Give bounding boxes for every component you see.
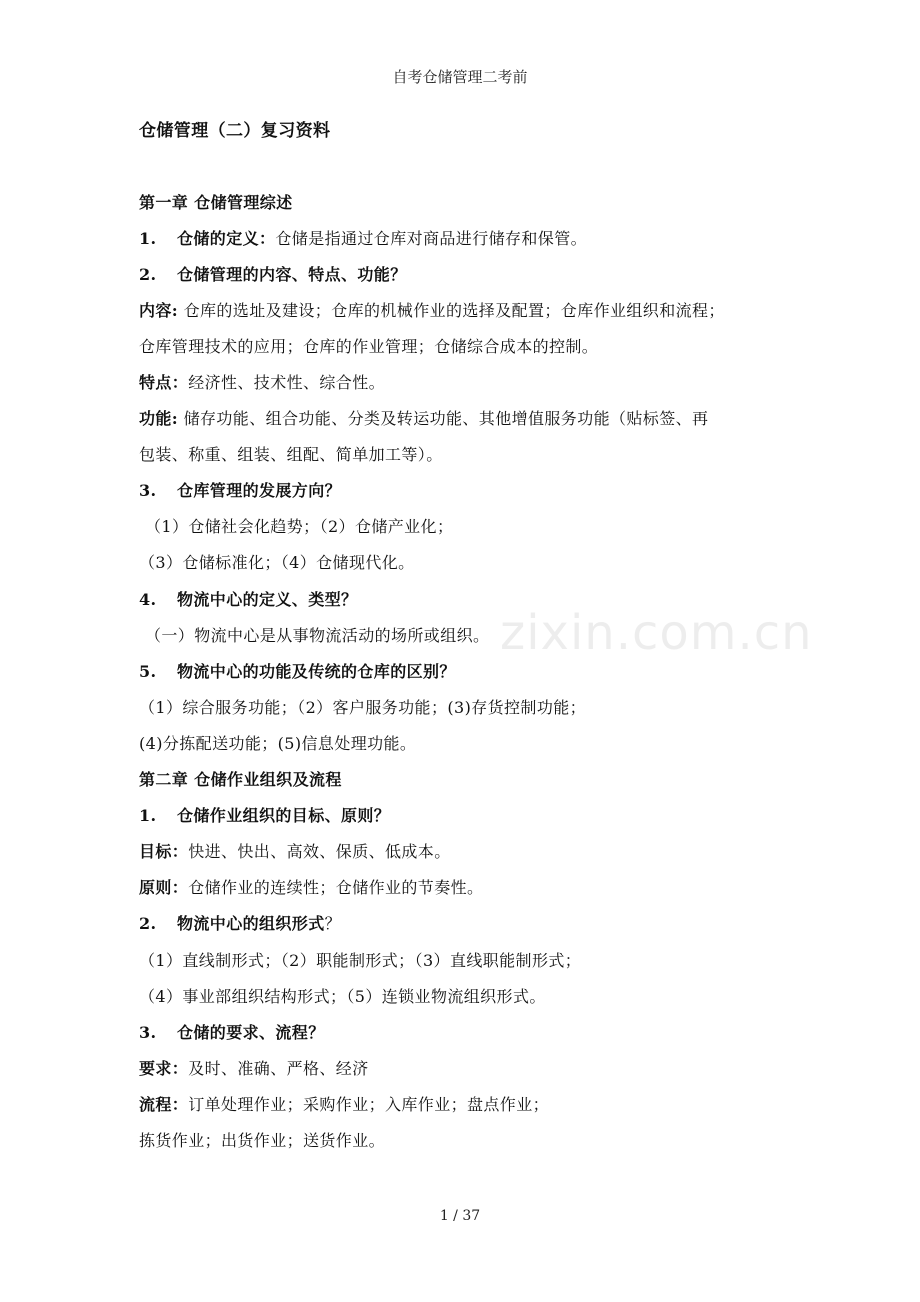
feature-text: 经济性、技术性、综合性。 (188, 373, 386, 392)
ch2-q2-tail: ？ (324, 914, 342, 933)
ch1-q4-answer: （一）物流中心是从事物流活动的场所或组织。 (145, 626, 490, 645)
ch1-q3-answer-2: （3）仓储标准化；（4）仓储现代化。 (139, 553, 415, 572)
ch1-q3-number: 3. (139, 481, 157, 500)
principle-label: 原则： (139, 878, 189, 897)
ch1-q2 (139, 264, 407, 286)
page-number: 1 / 37 (439, 1208, 481, 1224)
function-line-1 (139, 408, 708, 430)
ch1-q2-text: 仓储管理的内容、特点、功能？ (177, 265, 407, 284)
ch2-q1-text: 仓储作业组织的目标、原则？ (177, 806, 391, 825)
ch2-q2-number: 2. (139, 914, 157, 933)
requirement-line (139, 1058, 369, 1080)
requirement-text: 及时、准确、严格、经济 (188, 1059, 369, 1078)
goal-label: 目标： (139, 842, 189, 861)
ch2-q3-number: 3. (139, 1023, 157, 1042)
ch1-q5-answer-2: (4)分拣配送功能；(5)信息处理功能。 (139, 734, 417, 753)
feature-line (139, 372, 385, 394)
ch1-q1-number: 1. (139, 229, 157, 248)
ch2-q2-answer-2: （4）事业部组织结构形式；（5）连锁业物流组织形式。 (139, 987, 546, 1006)
principle-line (139, 877, 483, 899)
content-label: 内容: (139, 301, 179, 320)
watermark: zixin.com.cn (500, 605, 813, 661)
ch2-q3 (139, 1022, 325, 1044)
ch1-q1-label: 仓储的定义： (177, 229, 276, 248)
ch1-q3-answer-1: （1）仓储社会化趋势；（2）仓储产业化； (145, 517, 454, 536)
ch1-q4-text: 物流中心的定义、类型？ (177, 590, 358, 609)
ch1-q4 (139, 589, 357, 611)
ch2-q2 (139, 913, 341, 935)
ch1-q5 (139, 661, 456, 683)
ch2-q3-text: 仓储的要求、流程？ (177, 1023, 325, 1042)
ch2-q2-answer-1: （1）直线制形式；（2）职能制形式；（3）直线职能制形式； (139, 951, 582, 970)
requirement-label: 要求： (139, 1059, 189, 1078)
flow-line-2: 拣货作业；出货作业；送货作业。 (139, 1131, 386, 1150)
flow-text-1: 订单处理作业；采购作业；入库作业；盘点作业； (188, 1095, 550, 1114)
ch1-q5-number: 5. (139, 662, 157, 681)
ch2-q1-number: 1. (139, 806, 157, 825)
function-text-1: 储存功能、组合功能、分类及转运功能、其他增值服务功能（贴标签、再 (178, 409, 709, 428)
chapter-2-title: 第二章 仓储作业组织及流程 (139, 770, 342, 789)
principle-text: 仓储作业的连续性；仓储作业的节奏性。 (188, 878, 484, 897)
function-label: 功能: (139, 409, 179, 428)
ch1-q3-text: 仓库管理的发展方向？ (177, 481, 342, 500)
ch1-q3 (139, 480, 341, 502)
content-line-2: 仓库管理技术的应用；仓库的作业管理；仓储综合成本的控制。 (139, 337, 599, 356)
ch1-q1-text: 仓储是指通过仓库对商品进行储存和保管。 (275, 229, 588, 248)
ch2-q1 (139, 805, 390, 827)
content-text-1: 仓库的选址及建设；仓库的机械作业的选择及配置；仓库作业组织和流程； (178, 301, 725, 320)
goal-text: 快进、快出、高效、保质、低成本。 (188, 842, 451, 861)
content-line-1 (139, 300, 725, 322)
ch1-q5-answer-1: （1）综合服务功能；（2）客户服务功能；(3)存货控制功能； (139, 698, 587, 717)
ch1-q2-number: 2. (139, 265, 157, 284)
ch1-q5-text: 物流中心的功能及传统的仓库的区别？ (177, 662, 456, 681)
flow-label: 流程： (139, 1095, 189, 1114)
ch1-q4-number: 4. (139, 590, 157, 609)
flow-line-1 (139, 1094, 549, 1116)
goal-line (139, 841, 451, 863)
ch2-q2-text: 物流中心的组织形式 (177, 914, 325, 933)
page-header: 自考仓储管理二考前 (392, 68, 528, 86)
ch1-q1 (139, 228, 587, 250)
feature-label: 特点： (139, 373, 189, 392)
chapter-1-title: 第一章 仓储管理综述 (139, 193, 293, 212)
document-title: 仓储管理（二）复习资料 (139, 121, 331, 141)
function-line-2: 包装、称重、组装、组配、简单加工等）。 (139, 445, 443, 464)
